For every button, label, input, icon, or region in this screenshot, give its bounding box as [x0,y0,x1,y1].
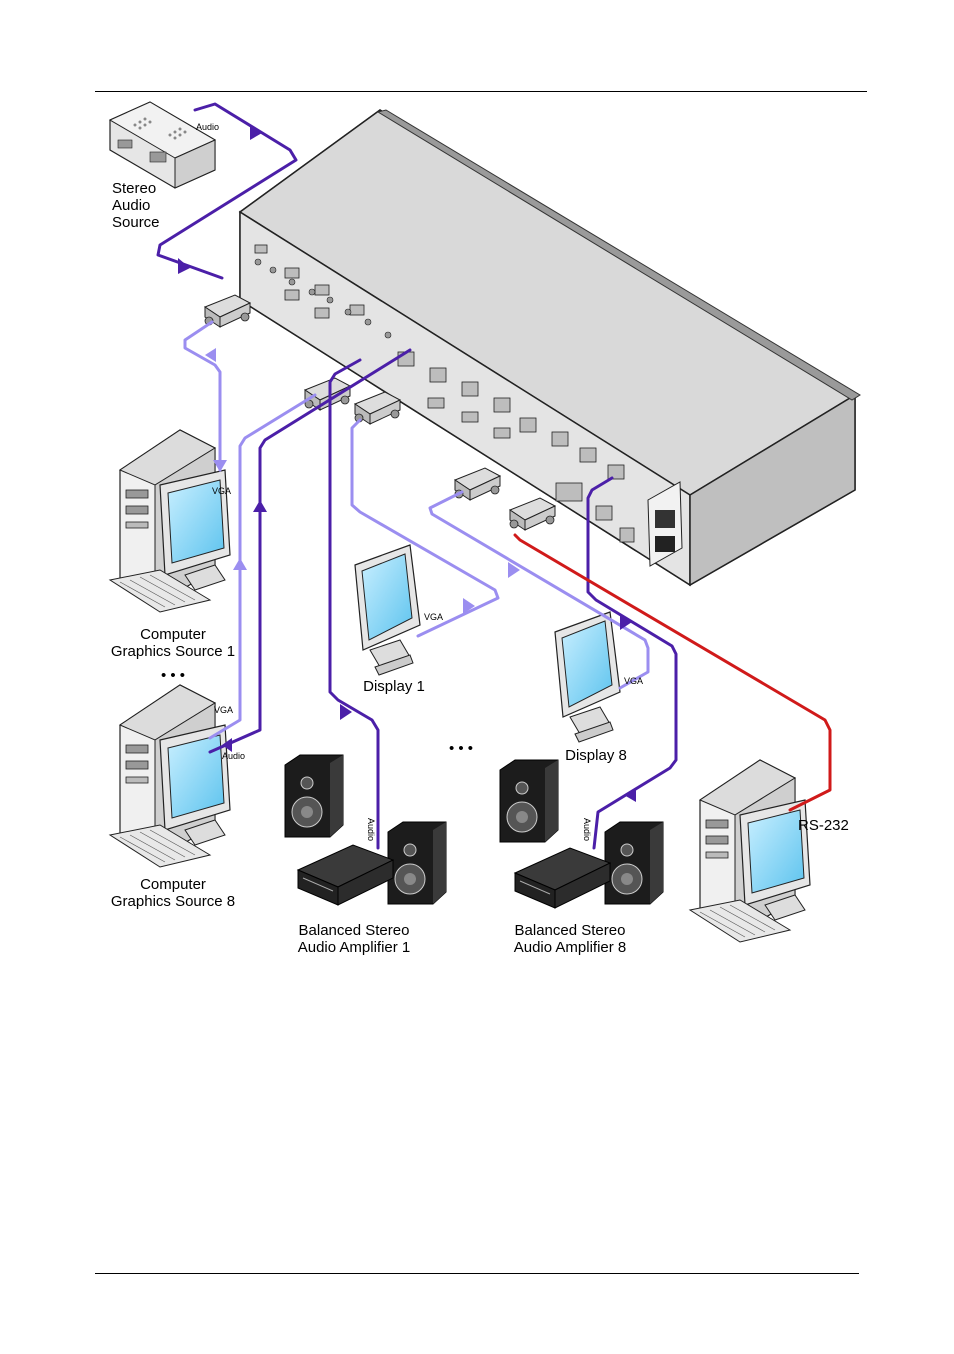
computer-1-label-line2: Graphics Source 1 [110,643,236,660]
vga-plug-out-8 [455,468,500,500]
amp-8-label-line1: Balanced Stereo [514,922,626,939]
amp-1-label-line1: Balanced Stereo [298,922,410,939]
rs232-label: RS-232 [798,817,849,834]
computer-graphics-source-8 [110,685,230,867]
stereo-source-label-line3: Source [112,214,160,231]
vga-plug-out-1 [355,392,400,424]
display-8-monitor [555,612,620,742]
display-8-label: Display 8 [565,747,627,764]
audio-cable-label-amp-1: Audio [366,818,376,842]
display-1-label: Display 1 [363,678,425,695]
vga-cable-label-computer-1: VGA [212,486,232,496]
amp-8-label-line2: Audio Amplifier 8 [513,939,627,956]
computer-8-label-line2: Graphics Source 8 [110,893,236,910]
audio-cable-label-amp-8: Audio [582,818,592,842]
vga-cable-label-display-8: VGA [624,676,644,686]
computer-graphics-source-1 [110,430,230,612]
audio-cable-label-source: Audio [196,122,220,132]
ellipsis-computers: • • • [160,667,186,684]
ellipsis-displays: • • • [448,740,474,757]
stereo-source-label-line1: Stereo [112,180,157,197]
audio-cable-label-computer-8: Audio [222,751,246,761]
vga-cable-label-computer-8: VGA [214,705,234,715]
computer-1-label-line1: Computer [140,626,206,643]
control-computer [690,760,810,942]
vga-cable-label-display-1: VGA [424,612,444,622]
computer-8-label-line1: Computer [140,876,206,893]
audio-amplifier-1-set [285,755,446,905]
stereo-audio-source-device [110,102,215,188]
stereo-source-label-line2: Audio [112,197,151,214]
amp-1-label-line2: Audio Amplifier 1 [297,939,411,956]
rs232-plug [510,498,555,530]
vga-plug-in-8 [305,378,350,410]
audio-amplifier-8-set [500,760,663,908]
display-1-monitor [355,545,420,675]
